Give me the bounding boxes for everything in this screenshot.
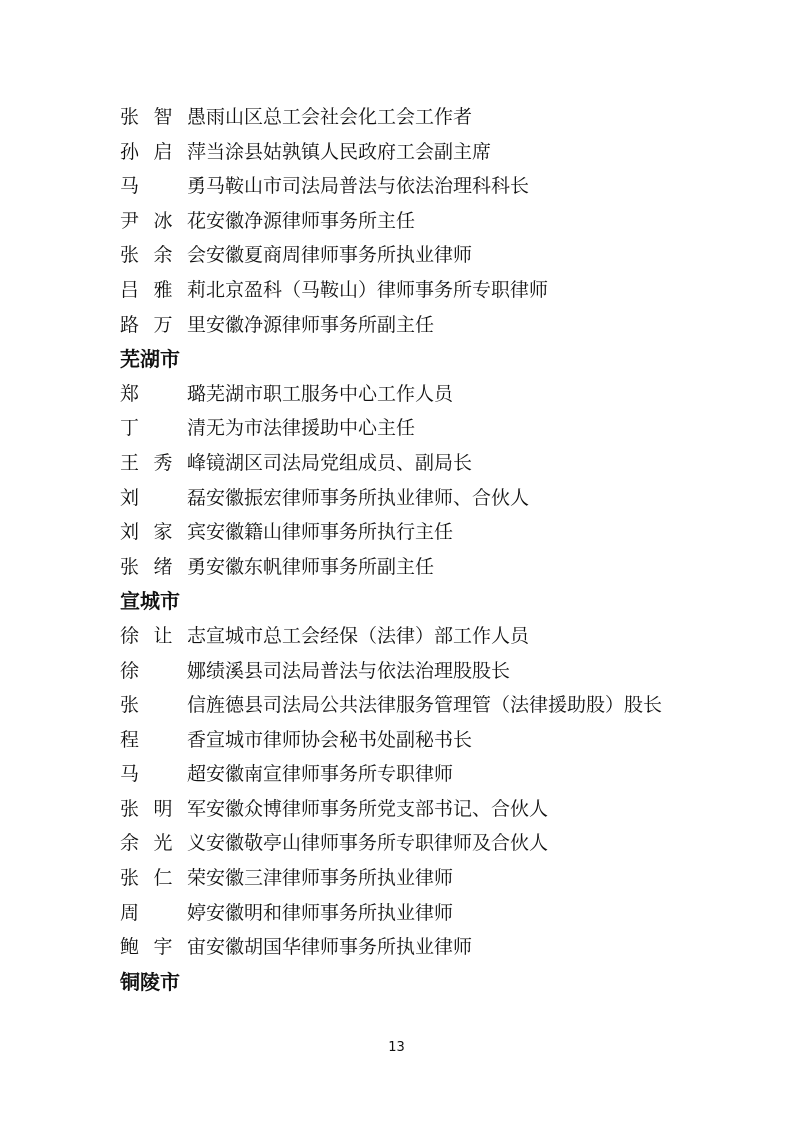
person-name: 尹冰花 <box>120 209 206 232</box>
section-heading: 芜湖市 <box>120 347 180 372</box>
section-heading: 宣城市 <box>120 589 180 614</box>
list-item <box>120 411 753 446</box>
person-title: 马鞍山市司法局普法与依法治理科科长 <box>206 175 530 198</box>
person-name: 程 香 <box>120 728 206 751</box>
person-name: 刘家宾 <box>120 521 206 544</box>
list-item <box>120 100 753 135</box>
list-item <box>120 273 753 308</box>
list-item <box>120 654 753 689</box>
person-name: 张仁荣 <box>120 867 206 890</box>
member-list <box>120 100 753 999</box>
person-title: 安徽南宣律师事务所专职律师 <box>206 763 454 786</box>
person-title: 芜湖市职工服务中心工作人员 <box>206 382 454 405</box>
list-item <box>120 688 753 723</box>
list-item <box>120 446 753 481</box>
page-number: 13 <box>388 1040 405 1055</box>
person-title: 北京盈科（马鞍山）律师事务所专职律师 <box>206 278 549 301</box>
person-title: 宣城市总工会经保（法律）部工作人员 <box>206 624 530 647</box>
section-heading: 铜陵市 <box>120 969 180 994</box>
person-name: 张智愚 <box>120 106 206 128</box>
list-item <box>120 757 753 792</box>
person-title: 无为市法律援助中心主任 <box>206 417 416 440</box>
list-item <box>120 515 753 550</box>
person-name: 张明军 <box>120 797 206 820</box>
person-name: 周 婷 <box>120 901 206 924</box>
person-title: 旌德县司法局公共法律服务管理管（法律援助股）股长 <box>206 694 663 717</box>
list-item <box>120 723 753 758</box>
person-title: 雨山区总工会社会化工会工作者 <box>206 106 473 128</box>
person-title: 安徽明和律师事务所执业律师 <box>206 901 454 924</box>
list-item <box>120 930 753 965</box>
list-item <box>120 896 753 931</box>
person-title: 安徽净源律师事务所主任 <box>206 209 416 232</box>
list-item <box>120 619 753 654</box>
person-title: 绩溪县司法局普法与依法治理股股长 <box>206 659 511 682</box>
person-name: 徐 娜 <box>120 659 206 682</box>
person-title: 安徽胡国华律师事务所执业律师 <box>206 936 473 959</box>
list-item <box>120 135 753 170</box>
person-title: 安徽籍山律师事务所执行主任 <box>206 521 454 544</box>
person-name: 郑 璐 <box>120 382 206 405</box>
list-item <box>120 826 753 861</box>
person-name: 孙启萍 <box>120 140 206 163</box>
person-title: 安徽夏商周律师事务所执业律师 <box>206 244 473 267</box>
list-item <box>120 792 753 827</box>
person-name: 路万里 <box>120 313 206 336</box>
list-item <box>120 550 753 585</box>
person-name: 吕雅莉 <box>120 278 206 301</box>
person-title: 安徽三津律师事务所执业律师 <box>206 867 454 890</box>
person-title: 安徽振宏律师事务所执业律师、合伙人 <box>206 486 530 509</box>
person-title: 当涂县姑孰镇人民政府工会副主席 <box>206 140 492 163</box>
person-name: 张余会 <box>120 244 206 267</box>
person-name: 张绪勇 <box>120 555 206 578</box>
person-name: 马 超 <box>120 763 206 786</box>
list-item <box>120 169 753 204</box>
person-name: 张 信 <box>120 694 206 717</box>
person-name: 王秀峰 <box>120 451 206 474</box>
person-name: 刘 磊 <box>120 486 206 509</box>
person-name: 丁 清 <box>120 417 206 440</box>
person-name: 马 勇 <box>120 175 206 198</box>
person-title: 安徽净源律师事务所副主任 <box>206 313 435 336</box>
list-item <box>120 861 753 896</box>
person-title: 安徽东帆律师事务所副主任 <box>206 555 435 578</box>
person-name: 余光义 <box>120 832 206 855</box>
list-item <box>120 204 753 239</box>
list-item <box>120 308 753 343</box>
person-name: 徐让志 <box>120 624 206 647</box>
person-title: 安徽众博律师事务所党支部书记、合伙人 <box>206 797 549 820</box>
person-title: 宣城市律师协会秘书处副秘书长 <box>206 728 473 751</box>
person-title: 镜湖区司法局党组成员、副局长 <box>206 451 473 474</box>
list-item <box>120 238 753 273</box>
person-name: 鲍宇宙 <box>120 936 206 959</box>
person-title: 安徽敬亭山律师事务所专职律师及合伙人 <box>206 832 549 855</box>
list-item <box>120 377 753 412</box>
list-item <box>120 481 753 516</box>
